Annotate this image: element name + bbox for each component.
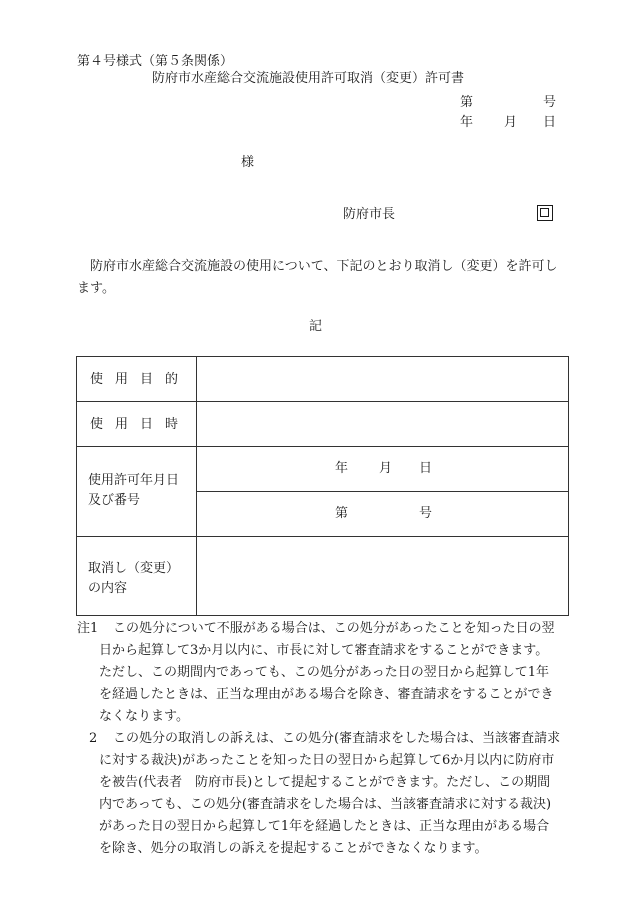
document-title: 防府市水産総合交流施設使用許可取消（変更）許可書 xyxy=(152,71,465,86)
permit-table xyxy=(76,356,569,616)
body-text: 防府市水産総合交流施設の使用について、下記のとおり取消し（変更）を許可します。 xyxy=(77,259,558,296)
change-label-line2: の内容 xyxy=(88,581,128,596)
notes xyxy=(77,618,561,860)
note-item xyxy=(77,618,561,728)
number-suffix: 号 xyxy=(543,95,557,110)
permit-year-label: 年 xyxy=(335,461,349,476)
permit-number-suffix: 号 xyxy=(419,506,433,521)
permit-number-prefix: 第 xyxy=(335,506,349,521)
table-row-divider xyxy=(77,536,568,537)
permit-label-line2: 及び番号 xyxy=(88,493,141,508)
permit-label-line1: 使用許可年月日 xyxy=(88,473,180,488)
record-label: 記 xyxy=(309,319,323,334)
permit-day-label: 日 xyxy=(419,461,433,476)
purpose-label: 使用目的 xyxy=(90,372,191,387)
table-column-divider xyxy=(196,357,197,615)
date-day-label: 日 xyxy=(543,115,557,130)
note-text: この処分について不服がある場合は、この処分があったことを知った日の翌日から起算して3か月以内に、市長に対して審査請求をすることができます。ただし、この期間内であっても、この処分があった日の翌日から起算して1年を経過したときは、正当な理由がある場合を除き、審査請求をすることができなくなります。 xyxy=(99,621,555,724)
issuer-name: 防府市長 xyxy=(343,207,396,222)
addressee-honorific: 様 xyxy=(241,155,255,170)
date-year-label: 年 xyxy=(460,115,474,130)
change-label-line1: 取消し（変更） xyxy=(88,561,180,576)
seal-mark-icon xyxy=(537,205,553,221)
form-number: 第４号様式（第５条関係） xyxy=(77,54,234,69)
date-month-label: 月 xyxy=(504,115,518,130)
note-item xyxy=(77,728,561,860)
note-text: この処分の取消しの訴えは、この処分(審査請求をした場合は、当該審査請求に対する裁決)があったことを知った日の翌日から起算して6か月以内に防府市を被告(代表者 防府市長)として提起することができます。ただし、この期間内であっても、この処分(審査請求をした場合は、当該審査請求に対する裁決)があった日の翌日から起算して1年を経過したときは、正当な理由がある場合を除き、処分の取消しの訴えを提起することができなくなります。 xyxy=(99,731,561,856)
note-marker: 2 xyxy=(89,731,98,746)
permit-month-label: 月 xyxy=(379,461,393,476)
table-row-divider xyxy=(196,491,568,492)
datetime-label: 使用日時 xyxy=(90,417,191,432)
table-row-divider xyxy=(77,401,568,402)
number-prefix: 第 xyxy=(460,95,474,110)
table-row-divider xyxy=(77,446,568,447)
note-marker: 注1 xyxy=(77,621,99,636)
